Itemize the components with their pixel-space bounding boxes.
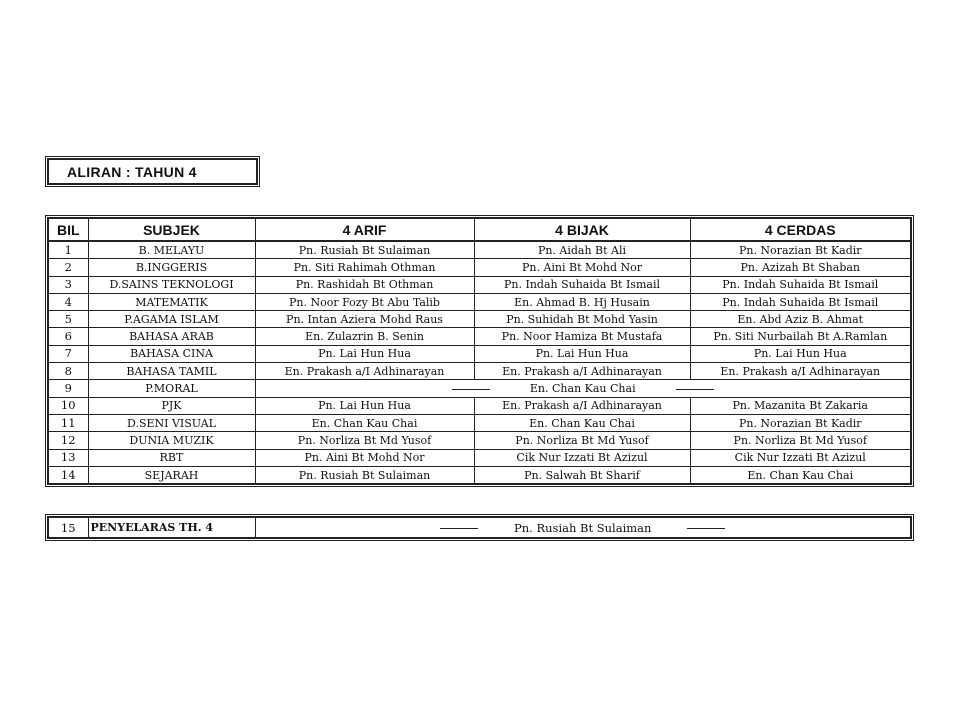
row-teacher-4-cerdas: Pn. Azizah Bt Shaban (690, 259, 911, 276)
row-bil: 2 (48, 259, 88, 276)
row-teacher-4-cerdas: En. Prakash a/I Adhinarayan (690, 363, 911, 380)
row-teacher-4-arif: Pn. Intan Aziera Mohd Raus (255, 311, 474, 328)
coordinator-table (47, 516, 912, 539)
row-teacher-4-cerdas: Pn. Norazian Bt Kadir (690, 241, 911, 259)
row-teacher-4-bijak: En. Ahmad B. Hj Husain (474, 293, 690, 310)
row-bil: 9 (48, 380, 88, 397)
table-row (48, 241, 911, 259)
row-teacher-4-bijak: Pn. Aini Bt Mohd Nor (474, 259, 690, 276)
row-teacher-4-arif: Pn. Lai Hun Hua (255, 397, 474, 414)
row-bil: 12 (48, 432, 88, 449)
row-teacher-4-bijak: Pn. Salwah Bt Sharif (474, 466, 690, 484)
table-row (48, 380, 911, 397)
row-teacher-4-cerdas: Pn. Lai Hun Hua (690, 345, 911, 362)
row-teacher-4-arif: Pn. Rusiah Bt Sulaiman (255, 241, 474, 259)
row-bil: 10 (48, 397, 88, 414)
table-row (48, 432, 911, 449)
row-subjek: PJK (88, 397, 255, 414)
row-teacher-4-cerdas: Pn. Indah Suhaida Bt Ismail (690, 293, 911, 310)
row-teacher-4-cerdas: En. Abd Aziz B. Ahmat (690, 311, 911, 328)
row-teacher-4-bijak: Pn. Norliza Bt Md Yusof (474, 432, 690, 449)
coordinator-bil: 15 (48, 517, 88, 538)
row-bil: 4 (48, 293, 88, 310)
row-teacher-4-arif: En. Chan Kau Chai (255, 414, 474, 431)
coordinator-value: Pn. Rusiah Bt Sulaiman (255, 517, 911, 538)
row-subjek: MATEMATIK (88, 293, 255, 310)
row-bil: 5 (48, 311, 88, 328)
row-teacher-4-arif: Pn. Siti Rahimah Othman (255, 259, 474, 276)
table-row (48, 449, 911, 466)
table-row (48, 345, 911, 362)
row-bil: 3 (48, 276, 88, 293)
row-teacher-4-arif: Pn. Lai Hun Hua (255, 345, 474, 362)
row-bil: 13 (48, 449, 88, 466)
row-teacher-4-cerdas: Pn. Indah Suhaida Bt Ismail (690, 276, 911, 293)
row-subjek: RBT (88, 449, 255, 466)
row-bil: 11 (48, 414, 88, 431)
row-teacher-4-arif: Pn. Rashidah Bt Othman (255, 276, 474, 293)
header-subjek: SUBJEK (88, 218, 255, 241)
row-teacher-4-cerdas: En. Chan Kau Chai (690, 466, 911, 484)
row-subjek: B. MELAYU (88, 241, 255, 259)
row-subjek: P.MORAL (88, 380, 255, 397)
row-teacher-4-cerdas: Pn. Norliza Bt Md Yusof (690, 432, 911, 449)
row-subjek: B.INGGERIS (88, 259, 255, 276)
row-teacher-4-bijak: Pn. Indah Suhaida Bt Ismail (474, 276, 690, 293)
coordinator-row (48, 517, 911, 538)
row-teacher-4-bijak: En. Chan Kau Chai (474, 414, 690, 431)
stream-title: ALIRAN : TAHUN 4 (47, 158, 258, 185)
row-teacher-4-arif: En. Prakash a/I Adhinarayan (255, 363, 474, 380)
table-row (48, 293, 911, 310)
row-bil: 8 (48, 363, 88, 380)
header-bil: BIL (48, 218, 88, 241)
row-teacher-4-bijak: Cik Nur Izzati Bt Azizul (474, 449, 690, 466)
row-teacher-4-cerdas: Pn. Siti Nurbailah Bt A.Ramlan (690, 328, 911, 345)
row-teacher-4-bijak: En. Prakash a/I Adhinarayan (474, 363, 690, 380)
row-subjek: P.AGAMA ISLAM (88, 311, 255, 328)
row-subjek: BAHASA ARAB (88, 328, 255, 345)
row-teacher-4-arif: Pn. Aini Bt Mohd Nor (255, 449, 474, 466)
header-4-arif: 4 ARIF (255, 218, 474, 241)
header-4-cerdas: 4 CERDAS (690, 218, 911, 241)
row-teacher-4-bijak: Pn. Suhidah Bt Mohd Yasin (474, 311, 690, 328)
row-subjek: SEJARAH (88, 466, 255, 484)
row-subjek: DUNIA MUZIK (88, 432, 255, 449)
header-4-bijak: 4 BIJAK (474, 218, 690, 241)
table-header-row (48, 218, 911, 241)
table-row (48, 328, 911, 345)
table-row (48, 311, 911, 328)
row-bil: 6 (48, 328, 88, 345)
table-row (48, 363, 911, 380)
row-bil: 14 (48, 466, 88, 484)
teacher-assignment-table (47, 217, 912, 485)
table-row (48, 414, 911, 431)
row-merged-teacher: En. Chan Kau Chai (255, 380, 911, 397)
row-bil: 7 (48, 345, 88, 362)
row-subjek: D.SAINS TEKNOLOGI (88, 276, 255, 293)
table-row (48, 259, 911, 276)
row-teacher-4-arif: Pn. Noor Fozy Bt Abu Talib (255, 293, 474, 310)
row-teacher-4-arif: En. Zulazrin B. Senin (255, 328, 474, 345)
row-teacher-4-cerdas: Pn. Mazanita Bt Zakaria (690, 397, 911, 414)
table-row (48, 466, 911, 484)
coordinator-label: PENYELARAS TH. 4 (88, 517, 255, 538)
table-row (48, 397, 911, 414)
row-teacher-4-cerdas: Cik Nur Izzati Bt Azizul (690, 449, 911, 466)
row-teacher-4-bijak: Pn. Noor Hamiza Bt Mustafa (474, 328, 690, 345)
table-row (48, 276, 911, 293)
row-bil: 1 (48, 241, 88, 259)
row-teacher-4-arif: Pn. Norliza Bt Md Yusof (255, 432, 474, 449)
row-teacher-4-bijak: Pn. Lai Hun Hua (474, 345, 690, 362)
row-teacher-4-bijak: Pn. Aidah Bt Ali (474, 241, 690, 259)
row-teacher-4-arif: Pn. Rusiah Bt Sulaiman (255, 466, 474, 484)
row-teacher-4-cerdas: Pn. Norazian Bt Kadir (690, 414, 911, 431)
row-subjek: BAHASA TAMIL (88, 363, 255, 380)
row-subjek: D.SENI VISUAL (88, 414, 255, 431)
row-subjek: BAHASA CINA (88, 345, 255, 362)
row-teacher-4-bijak: En. Prakash a/I Adhinarayan (474, 397, 690, 414)
